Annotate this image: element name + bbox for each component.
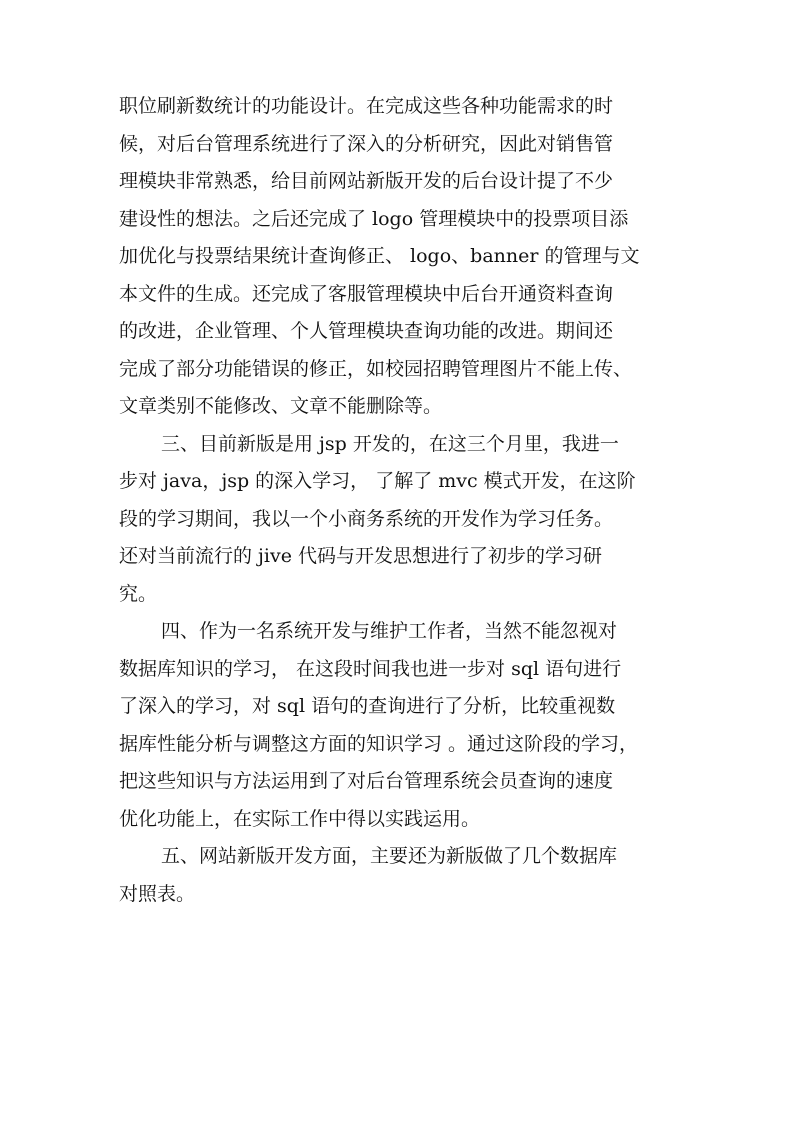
text-line: 对照表。 xyxy=(119,882,196,905)
paragraph-section-three xyxy=(119,426,679,614)
text-line: 文章类别不能修改、文章不能删除等。 xyxy=(119,395,443,417)
text-line: 四、作为一名系统开发与维护工作者，当然不能忽视对 xyxy=(161,620,618,642)
text-line: 本文件的生成。还完成了客服管理模块中后台开通资料查询 xyxy=(119,282,614,305)
text-line: 优化功能上，在实际工作中得以实践运用。 xyxy=(119,807,481,830)
document-body xyxy=(119,88,679,913)
text-line: 数据库知识的学习， 在这段时间我也进一步对 sql 语句进行 xyxy=(119,657,622,680)
text-line: 段的学习期间，我以一个小商务系统的开发作为学习任务。 xyxy=(119,507,614,530)
text-line: 的改进，企业管理、个人管理模块查询功能的改进。期间还 xyxy=(119,320,614,342)
text-line: 还对当前流行的 jive 代码与开发思想进行了初步的学习研 xyxy=(119,545,603,567)
text-line: 五、网站新版开发方面，主要还为新版做了几个数据库 xyxy=(161,845,618,867)
text-line: 加优化与投票结果统计查询修正、 logo、banner 的管理与文 xyxy=(119,245,640,267)
paragraph-work-summary xyxy=(119,88,679,426)
text-line: 建设性的想法。之后还完成了 logo 管理模块中的投票项目添 xyxy=(119,207,629,230)
text-line: 职位刷新数统计的功能设计。在完成这些各种功能需求的时 xyxy=(119,95,614,117)
text-line: 理模块非常熟悉，给目前网站新版开发的后台设计提了不少 xyxy=(119,170,614,192)
text-line: 三、目前新版是用 jsp 开发的，在这三个月里，我进一 xyxy=(161,432,619,455)
text-line: 候，对后台管理系统进行了深入的分析研究，因此对销售管 xyxy=(119,132,614,155)
text-line: 据库性能分析与调整这方面的知识学习 。通过这阶段的学习， xyxy=(119,732,639,755)
text-line: 步对 java，jsp 的深入学习， 了解了 mvc 模式开发，在这阶 xyxy=(119,470,636,492)
paragraph-section-five xyxy=(119,838,679,913)
text-line: 完成了部分功能错误的修正，如校园招聘管理图片不能上传、 xyxy=(119,357,633,380)
text-line: 究。 xyxy=(119,582,158,605)
text-line: 了深入的学习，对 sql 语句的查询进行了分析，比较重视数 xyxy=(119,695,616,717)
paragraph-section-four xyxy=(119,613,679,838)
text-line: 把这些知识与方法运用到了对后台管理系统会员查询的速度 xyxy=(119,770,614,792)
